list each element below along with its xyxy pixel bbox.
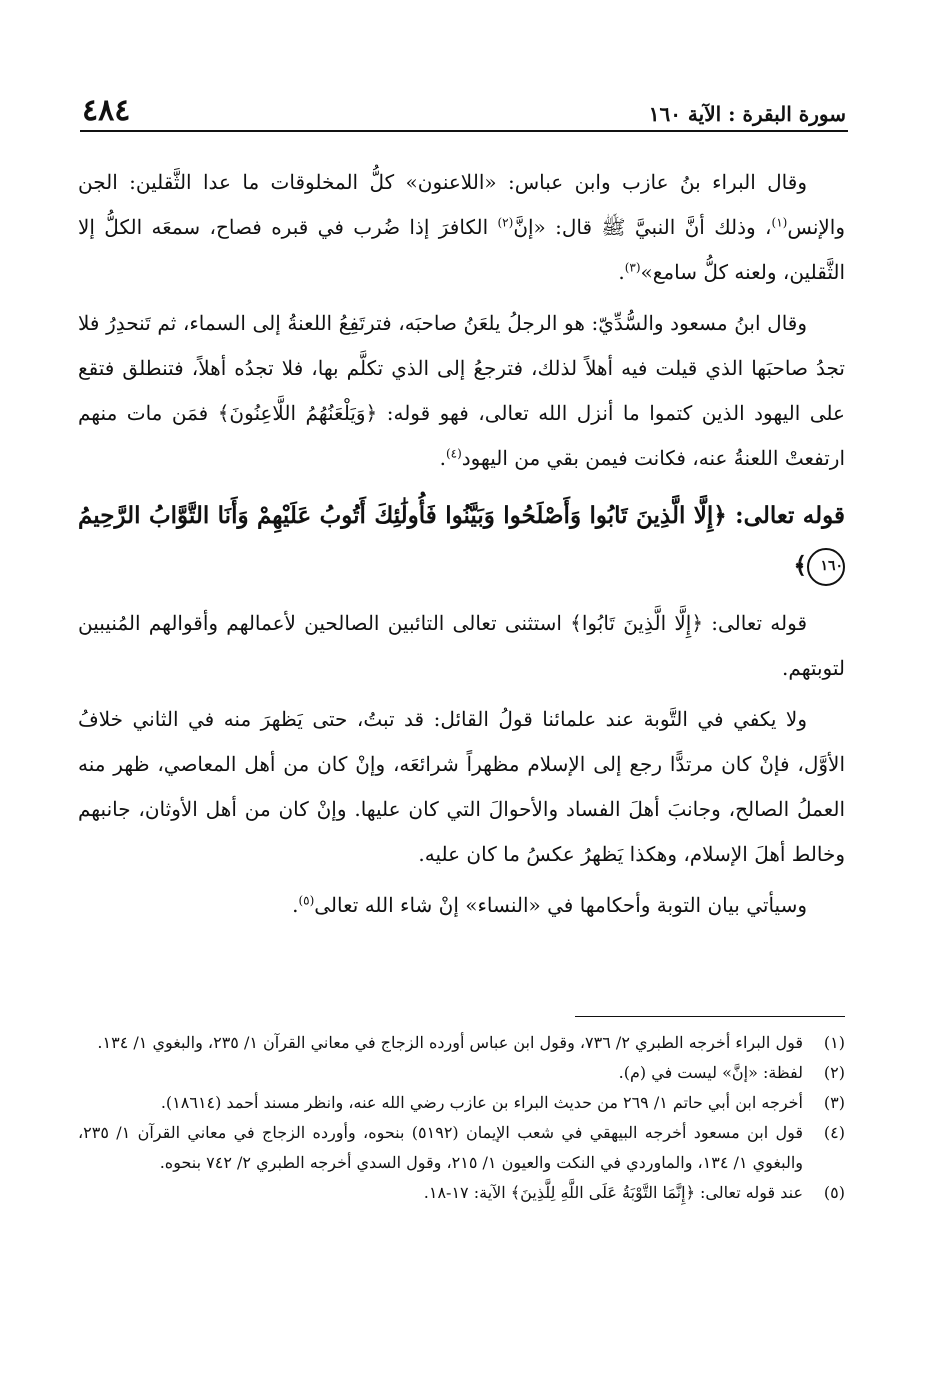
paragraph-1: وقال البراء بنُ عازب وابن عباس: «اللاعنون» كلُّ المخلوقات ما عدا الثَّقلين: الجن والإنس$^{(١)}$، وذلك أنَّ النبيَّ ﷺ قال: «إنَّ$^{(٢)}$ الكافرَ إذا ضُرب في قبره فصاح، سمعَه الكلُّ إلا الثَّقلين، ولعنه كلُّ سامع»$^{(٣)}$. (78, 170, 846, 284)
paragraph-5: وسيأتي بيان التوبة وأحكامها في «النساء» إنْ شاء الله تعالى$^{(٥)}$. (292, 893, 807, 917)
ayah-heading: قوله تعالى: ﴿إِلَّا الَّذِينَ تَابُوا وَأَصْلَحُوا وَبَيَّنُوا فَأُولَٰئِكَ أَتُوبُ عَلَيْهِمْ وَأَنَا التَّوَّابُ الرَّحِيمُ ١٦٠﴾ (78, 491, 845, 591)
footnote-3: (٣) أخرجه ابن أبي حاتم ١/ ٢٦٩ من حديث البراء بن عازب رضي الله عنه، وانظر مسند أحمد (١٨٦١٤). (160, 1093, 845, 1112)
paragraph-2: وقال ابنُ مسعود والسُّدِّيّ: هو الرجلُ يلعَنُ صاحبَه، فترتَفِعُ اللعنةُ إلى السماء، ثم تَنحدِرُ فلا تجدُ صاحبَها الذي قيلت فيه أهلاً لذلك، فترجعُ إلى الذي تكلَّم بها، فلا تجدُه أهلاً، فتنطلق فتقع على اليهود الذين كتموا ما أنزل الله تعالى، فهو قوله: ﴿وَيَلْعَنُهُمُ اللَّاعِنُونَ﴾ فمَن مات منهم ارتفعتْ اللعنةُ عنه، فكانت فيمن بقي من اليهود$^{(٤)}$. (78, 311, 845, 470)
page-number: ٤٨٤ (82, 93, 131, 128)
header-rule (80, 130, 848, 132)
footnote-ref-3[interactable]: (٣) (624, 260, 641, 275)
paragraph-4: ولا يكفي في التَّوبة عند علمائنا قولُ القائل: قد تبتُ، حتى يَظهرَ منه في الثاني خلافُ الأوَّل، فإنْ كان مرتدًّا رجع إلى الإسلام مظهراً شرائعَه، وإنْ كان من أهل المعاصي، ظهر منه العملُ الصالح، وجانبَ أهلَ الفساد والأحوالَ التي كان عليها. وإنْ كان من أهل الأوثان، جانبهم وخالط أهلَ الإسلام، وهكذا يَظهرُ عكسُ ما كان عليه. (78, 707, 845, 866)
ayah-text: ﴿إِلَّا الَّذِينَ تَابُوا وَأَصْلَحُوا وَبَيَّنُوا فَأُولَٰئِكَ أَتُوبُ عَلَيْهِمْ وَأَنَا التَّوَّابُ الرَّحِيمُ (78, 502, 727, 529)
footnote-ref-5[interactable]: (٥) (298, 893, 315, 908)
footnote-ref-2[interactable]: (٢) (497, 215, 514, 230)
paragraph-3: قوله تعالى: ﴿إِلَّا الَّذِينَ تَابُوا﴾ استثنى تعالى التائبين الصالحين لأعمالهم وأقوالهم المُنيبين لتوبتهم. (78, 611, 845, 680)
footnote-4: (٤) قول ابن مسعود أخرجه البيهقي في شعب الإيمان (٥١٩٢) بنحوه، وأورده الزجاج في معاني القرآن ١/ ٢٣٥، والبغوي ١/ ١٣٤، والماوردي في النكت والعيون ١/ ٢١٥، وقول السدي أخرجه الطبري ٢/ ٧٤٢ بنحوه. (78, 1123, 845, 1172)
footnote-1: (١) قول البراء أخرجه الطبري ٢/ ٧٣٦، وقول ابن عباس أورده الزجاج في معاني القرآن ١/ ٢٣٥، والبغوي ١/ ١٣٤. (97, 1033, 845, 1052)
page-header (82, 88, 846, 128)
main-text (78, 160, 845, 928)
footnote-5: (٥) عند قوله تعالى: ﴿إِنَّمَا التَّوْبَةُ عَلَى اللَّهِ لِلَّذِينَ﴾ الآية: ١٧-١٨. (423, 1183, 845, 1202)
ayah-number: ١٦٠ (807, 548, 845, 586)
footnote-ref-4[interactable]: (٤) (445, 446, 462, 461)
ayah-lead: قوله تعالى: (726, 502, 845, 529)
footnote-ref-1[interactable]: (١) (771, 215, 788, 230)
footnotes (78, 1028, 845, 1208)
footnote-separator (575, 1016, 845, 1017)
surah-reference: سورة البقرة : الآية ١٦٠ (648, 102, 846, 126)
footnote-2: (٢) لفظة: «إنَّ» ليست في (م). (618, 1063, 845, 1082)
